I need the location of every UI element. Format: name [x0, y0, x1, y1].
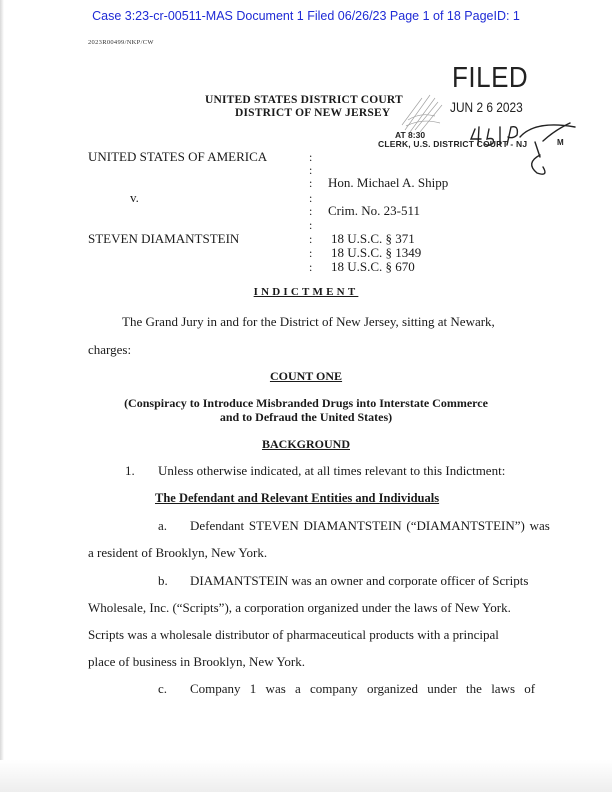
caption-defendant: STEVEN DIAMANTSTEIN: [88, 231, 240, 246]
caption-separator: :: [309, 246, 313, 260]
filed-stamp-clerk: CLERK, U.S. DISTRICT COURT - NJ: [378, 139, 528, 149]
item-text: a resident of Brooklyn, New York.: [88, 545, 268, 560]
caption-versus: v.: [130, 190, 139, 205]
caption-separator: :: [309, 163, 313, 177]
court-district: DISTRICT OF NEW JERSEY: [235, 107, 391, 119]
document-title: INDICTMENT: [253, 286, 359, 298]
caption-statute: 18 U.S.C. § 670: [331, 259, 415, 274]
item-text: Defendant STEVEN DIAMANTSTEIN (“DIAMANTSTEIN”) was: [190, 518, 550, 533]
item-label: a.: [158, 518, 168, 533]
item-text: Scripts was a wholesale distributor of pharmaceutical products with a principal: [88, 627, 499, 642]
intro-line: charges:: [88, 342, 132, 357]
court-name: UNITED STATES DISTRICT COURT: [205, 94, 403, 106]
item-label: b.: [158, 573, 168, 588]
caption-separator: :: [309, 176, 313, 190]
caption-separator: :: [309, 218, 313, 232]
item-text: Company 1 was a company organized under the laws of: [190, 681, 536, 696]
count-heading: COUNT ONE: [269, 369, 343, 383]
caption-crim-number: Crim. No. 23-511: [328, 203, 420, 218]
caption-statute: 18 U.S.C. § 1349: [331, 245, 422, 260]
caption-separator: :: [309, 191, 313, 205]
caption-separator: :: [309, 232, 313, 246]
caption-separator: :: [309, 204, 313, 218]
ecf-case-header: Case 3:23-cr-00511-MAS Document 1 Filed 06/26/23 Page 1 of 18 PageID: 1: [92, 9, 520, 23]
filed-stamp-date: JUN 2 6 2023: [450, 99, 523, 115]
filed-stamp-time: AT 8:30: [395, 130, 426, 140]
item-text: place of business in Brooklyn, New York.: [88, 654, 306, 669]
caption-plaintiff: UNITED STATES OF AMERICA: [88, 149, 268, 164]
caption-statute: 18 U.S.C. § 371: [331, 231, 415, 246]
caption-separator: :: [309, 260, 313, 274]
item-text: DIAMANTSTEIN was an owner and corporate officer of Scripts: [190, 573, 529, 588]
paragraph-number: 1.: [125, 463, 135, 478]
handwritten-time-signature: [445, 115, 580, 185]
document-number: 2023R00499/NKP/CW: [88, 39, 154, 46]
caption-judge: Hon. Michael A. Shipp: [328, 175, 449, 190]
item-label: c.: [158, 681, 168, 696]
caption-separator: :: [309, 150, 313, 164]
filed-stamp-title: FILED: [452, 60, 529, 94]
count-subheading: and to Defraud the United States): [219, 410, 393, 424]
page-bottom-shadow: [0, 760, 612, 792]
filed-stamp-meridiem: M: [557, 138, 564, 147]
intro-line: The Grand Jury in and for the District of New Jersey, sitting at Newark,: [122, 314, 495, 329]
background-heading: BACKGROUND: [261, 437, 350, 451]
paragraph-text: Unless otherwise indicated, at all times relevant to this Indictment:: [158, 463, 506, 478]
count-subheading: (Conspiracy to Introduce Misbranded Drugs into Interstate Commerce: [124, 396, 488, 410]
item-text: Wholesale, Inc. (“Scripts”), a corporation organized under the laws of New York.: [88, 600, 511, 615]
section-heading: The Defendant and Relevant Entities and Individuals: [155, 491, 440, 505]
